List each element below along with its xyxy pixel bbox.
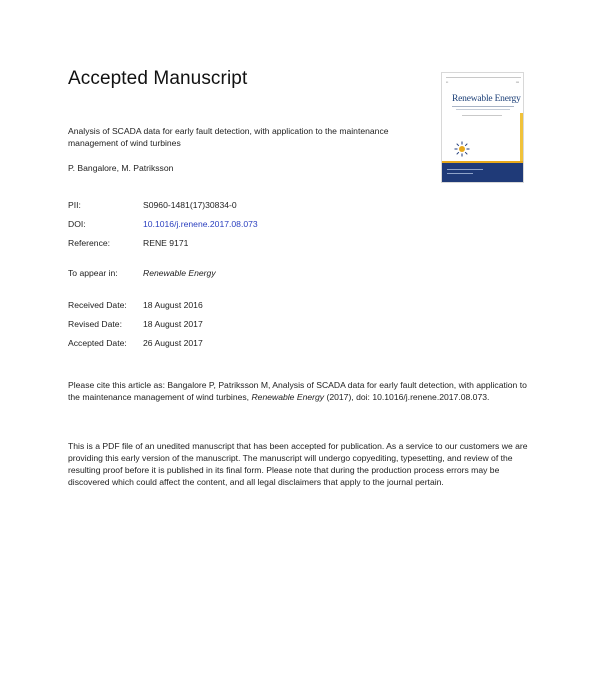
citation-text-before: Please cite this article as: Bangalore P, Patriksson M, Analysis of SCADA data for early fault detection, with application to the maintenance management of wind turbines, [68, 380, 527, 402]
revised-value: 18 August 2017 [143, 319, 203, 329]
appear-label: To appear in: [68, 268, 118, 278]
doi-label: DOI: [68, 219, 86, 229]
accepted-value: 26 August 2017 [143, 338, 203, 348]
cover-journal-name: Renewable Energy [452, 94, 521, 104]
manuscript-notice: This is a PDF file of an unedited manuscript that has been accepted for publication. As a service to our customers we are providing this early version of the manuscript. The manuscript will undergo copyediting, typesetting, and review of the resulting proof before it is published in its final form. Please note that during the production process errors may be discovered which could affect the content, and all legal disclaimers that apply to the journal pertain. [68, 441, 528, 487]
sun-logo-icon [454, 141, 470, 157]
authors: P. Bangalore, M. Patriksson [68, 163, 174, 173]
revised-label: Revised Date: [68, 319, 122, 329]
doi-link[interactable]: 10.1016/j.renene.2017.08.073 [143, 219, 258, 229]
cover-corner-mark-right: ▪▪▪ [515, 80, 519, 84]
citation-text-after: (2017), doi: 10.1016/j.renene.2017.08.073. [324, 392, 490, 402]
received-label: Received Date: [68, 300, 127, 310]
reference-label: Reference: [68, 238, 111, 248]
pii-label: PII: [68, 200, 81, 210]
cover-band-text-line [447, 169, 483, 170]
received-value: 18 August 2016 [143, 300, 203, 310]
citation-paragraph [68, 379, 538, 403]
citation-journal: Renewable Energy [251, 392, 325, 402]
accepted-label: Accepted Date: [68, 338, 127, 348]
cover-rule [446, 77, 521, 78]
cover-subtitle-line [462, 115, 502, 116]
cover-band-text-line [447, 173, 473, 174]
journal-cover [441, 72, 524, 183]
appear-value: Renewable Energy [143, 268, 216, 278]
pii-value: S0960-1481(17)30834-0 [143, 200, 237, 210]
page-heading: Accepted Manuscript [68, 68, 248, 89]
reference-value: RENE 9171 [143, 238, 189, 248]
cover-subtitle-line [452, 106, 514, 107]
cover-corner-mark: ▪▪ [446, 80, 449, 84]
cover-subtitle-line [456, 109, 510, 110]
article-title: Analysis of SCADA data for early fault detection, with application to the maintenance management of wind turbines [68, 126, 389, 148]
cover-accent-edge [520, 113, 523, 163]
